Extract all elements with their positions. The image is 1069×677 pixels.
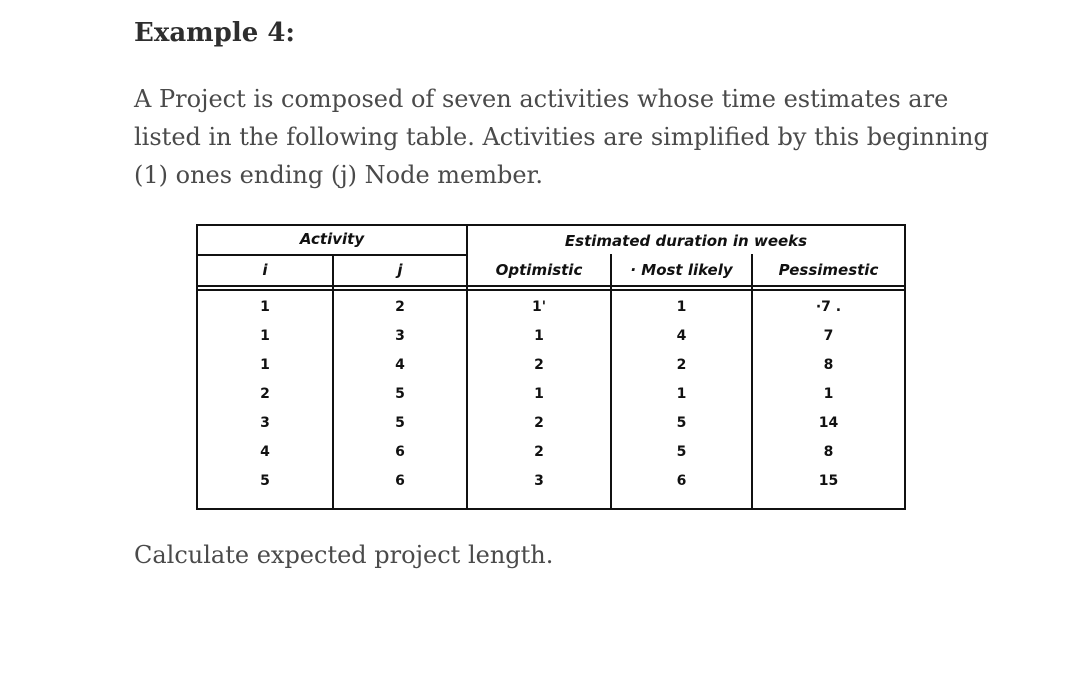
table-cell: 5 (395, 415, 405, 431)
table-rule (198, 289, 904, 291)
table-cell: 3 (260, 415, 270, 431)
example-heading: Example 4: (134, 18, 296, 48)
table-cell: 8 (823, 444, 834, 460)
table-rule (198, 285, 904, 287)
table-cell: ·7 . (815, 299, 842, 315)
table-cell: 1 (260, 328, 270, 344)
table-cell: 15 (818, 473, 839, 489)
table-cell: 2 (534, 415, 544, 431)
table-cell: 1 (260, 299, 270, 315)
table-cell: 4 (676, 328, 687, 344)
table-cell: 4 (395, 357, 405, 373)
table-cell: 3 (395, 328, 405, 344)
table-cell: 6 (676, 473, 687, 489)
table-cell: 5 (676, 415, 687, 431)
column-header-most-likely: · Most likely (630, 261, 733, 279)
question-text: Calculate expected project length. (134, 541, 554, 569)
intro-line: A Project is composed of seven activities whose time estimates are (134, 85, 949, 113)
table-cell: 8 (823, 357, 834, 373)
table-cell: 4 (260, 444, 270, 460)
table-cell: 6 (395, 444, 405, 460)
table-cell: 7 (823, 328, 834, 344)
table-cell: 1 (260, 357, 270, 373)
table-cell: 14 (818, 415, 839, 431)
table-cell: 1 (534, 386, 544, 402)
column-header-pessimistic: Pessimestic (778, 261, 879, 279)
table-rule (751, 254, 753, 508)
table-cell: 2 (395, 299, 405, 315)
intro-line: listed in the following table. Activities are simplified by this beginning (134, 123, 989, 151)
table-rule (332, 254, 334, 508)
table-cell: 1 (676, 386, 687, 402)
table-cell: 6 (395, 473, 405, 489)
table-cell: 3 (534, 473, 544, 489)
table-cell: 1 (534, 328, 544, 344)
intro-line: (1) ones ending (j) Node member. (134, 161, 544, 189)
table-cell: 5 (395, 386, 405, 402)
table-cell: 2 (534, 357, 544, 373)
table-cell: 1 (676, 299, 687, 315)
table-cell: 5 (260, 473, 270, 489)
table-cell: 1 (823, 386, 834, 402)
table-cell: 1' (531, 299, 547, 315)
column-header-optimistic: Optimistic (495, 261, 583, 279)
duration-group-header: Estimated duration in weeks (564, 232, 808, 250)
table-cell: 5 (676, 444, 687, 460)
activity-duration-table (196, 224, 906, 510)
activity-group-header: Activity (299, 230, 365, 248)
table-cell: 2 (260, 386, 270, 402)
column-header-i: i (262, 261, 268, 279)
intro-paragraph (134, 80, 989, 194)
table-cell: 2 (534, 444, 544, 460)
table-rule (610, 254, 612, 508)
column-header-j: j (397, 261, 403, 279)
table-cell: 2 (676, 357, 687, 373)
